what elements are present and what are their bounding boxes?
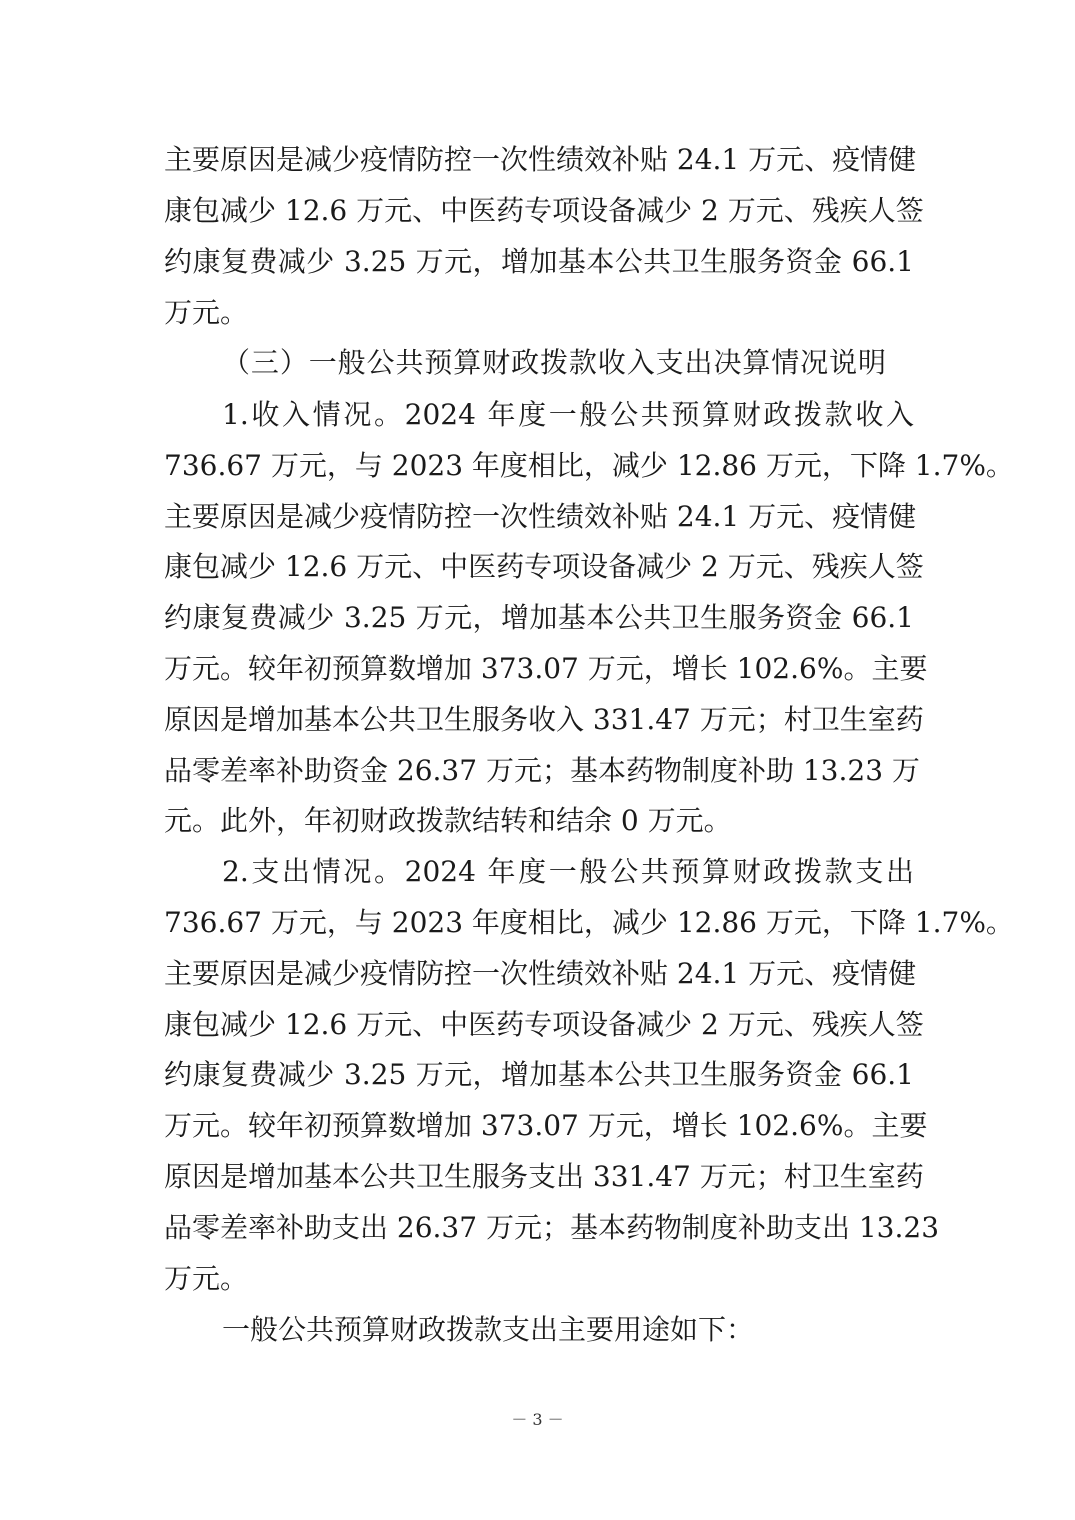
paragraph-line: 主要原因是减少疫情防控一次性绩效补贴 24.1 万元、疫情健: [164, 143, 917, 176]
paragraph-line: 一般公共预算财政拨款支出主要用途如下：: [222, 1313, 755, 1346]
paragraph-line: 康包减少 12.6 万元、中医药专项设备减少 2 万元、残疾人签: [164, 550, 924, 583]
paragraph-line: 万元。较年初预算数增加 373.07 万元，增长 102.6%。主要: [164, 1109, 928, 1142]
paragraph-line: 约康复费减少 3.25 万元，增加基本公共卫生服务资金 66.1: [164, 601, 914, 634]
paragraph-line: 约康复费减少 3.25 万元，增加基本公共卫生服务资金 66.1: [164, 1058, 914, 1091]
paragraph-line: 品零差率补助资金 26.37 万元；基本药物制度补助 13.23 万: [164, 754, 920, 787]
paragraph-line: 原因是增加基本公共卫生服务支出 331.47 万元；村卫生室药: [164, 1160, 924, 1193]
page-number: － 3 －: [511, 1410, 564, 1429]
paragraph-line: 万元。: [164, 1262, 249, 1295]
paragraph-line: 康包减少 12.6 万元、中医药专项设备减少 2 万元、残疾人签: [164, 194, 924, 227]
paragraph-line: 主要原因是减少疫情防控一次性绩效补贴 24.1 万元、疫情健: [164, 957, 917, 990]
paragraph-line: 约康复费减少 3.25 万元，增加基本公共卫生服务资金 66.1: [164, 245, 914, 278]
section-heading: （三）一般公共预算财政拨款收入支出决算情况说明: [222, 346, 886, 379]
paragraph-line: 主要原因是减少疫情防控一次性绩效补贴 24.1 万元、疫情健: [164, 500, 917, 533]
paragraph-line: 万元。: [164, 296, 249, 329]
paragraph-line: 品零差率补助支出 26.37 万元；基本药物制度补助支出 13.23: [164, 1211, 940, 1244]
paragraph-line: 元。此外，年初财政拨款结转和结余 0 万元。: [164, 804, 732, 837]
paragraph-line: 康包减少 12.6 万元、中医药专项设备减少 2 万元、残疾人签: [164, 1008, 924, 1041]
paragraph-line: 1.收入情况。2024 年度一般公共预算财政拨款收入: [222, 398, 914, 431]
paragraph-line: 万元。较年初预算数增加 373.07 万元，增长 102.6%。主要: [164, 652, 928, 685]
paragraph-line: 原因是增加基本公共卫生服务收入 331.47 万元；村卫生室药: [164, 703, 924, 736]
paragraph-line: 736.67 万元，与 2023 年度相比，减少 12.86 万元，下降 1.7%。: [164, 449, 1014, 482]
paragraph-line: 736.67 万元，与 2023 年度相比，减少 12.86 万元，下降 1.7%。: [164, 906, 1014, 939]
paragraph-line: 2.支出情况。2024 年度一般公共预算财政拨款支出: [222, 855, 914, 888]
